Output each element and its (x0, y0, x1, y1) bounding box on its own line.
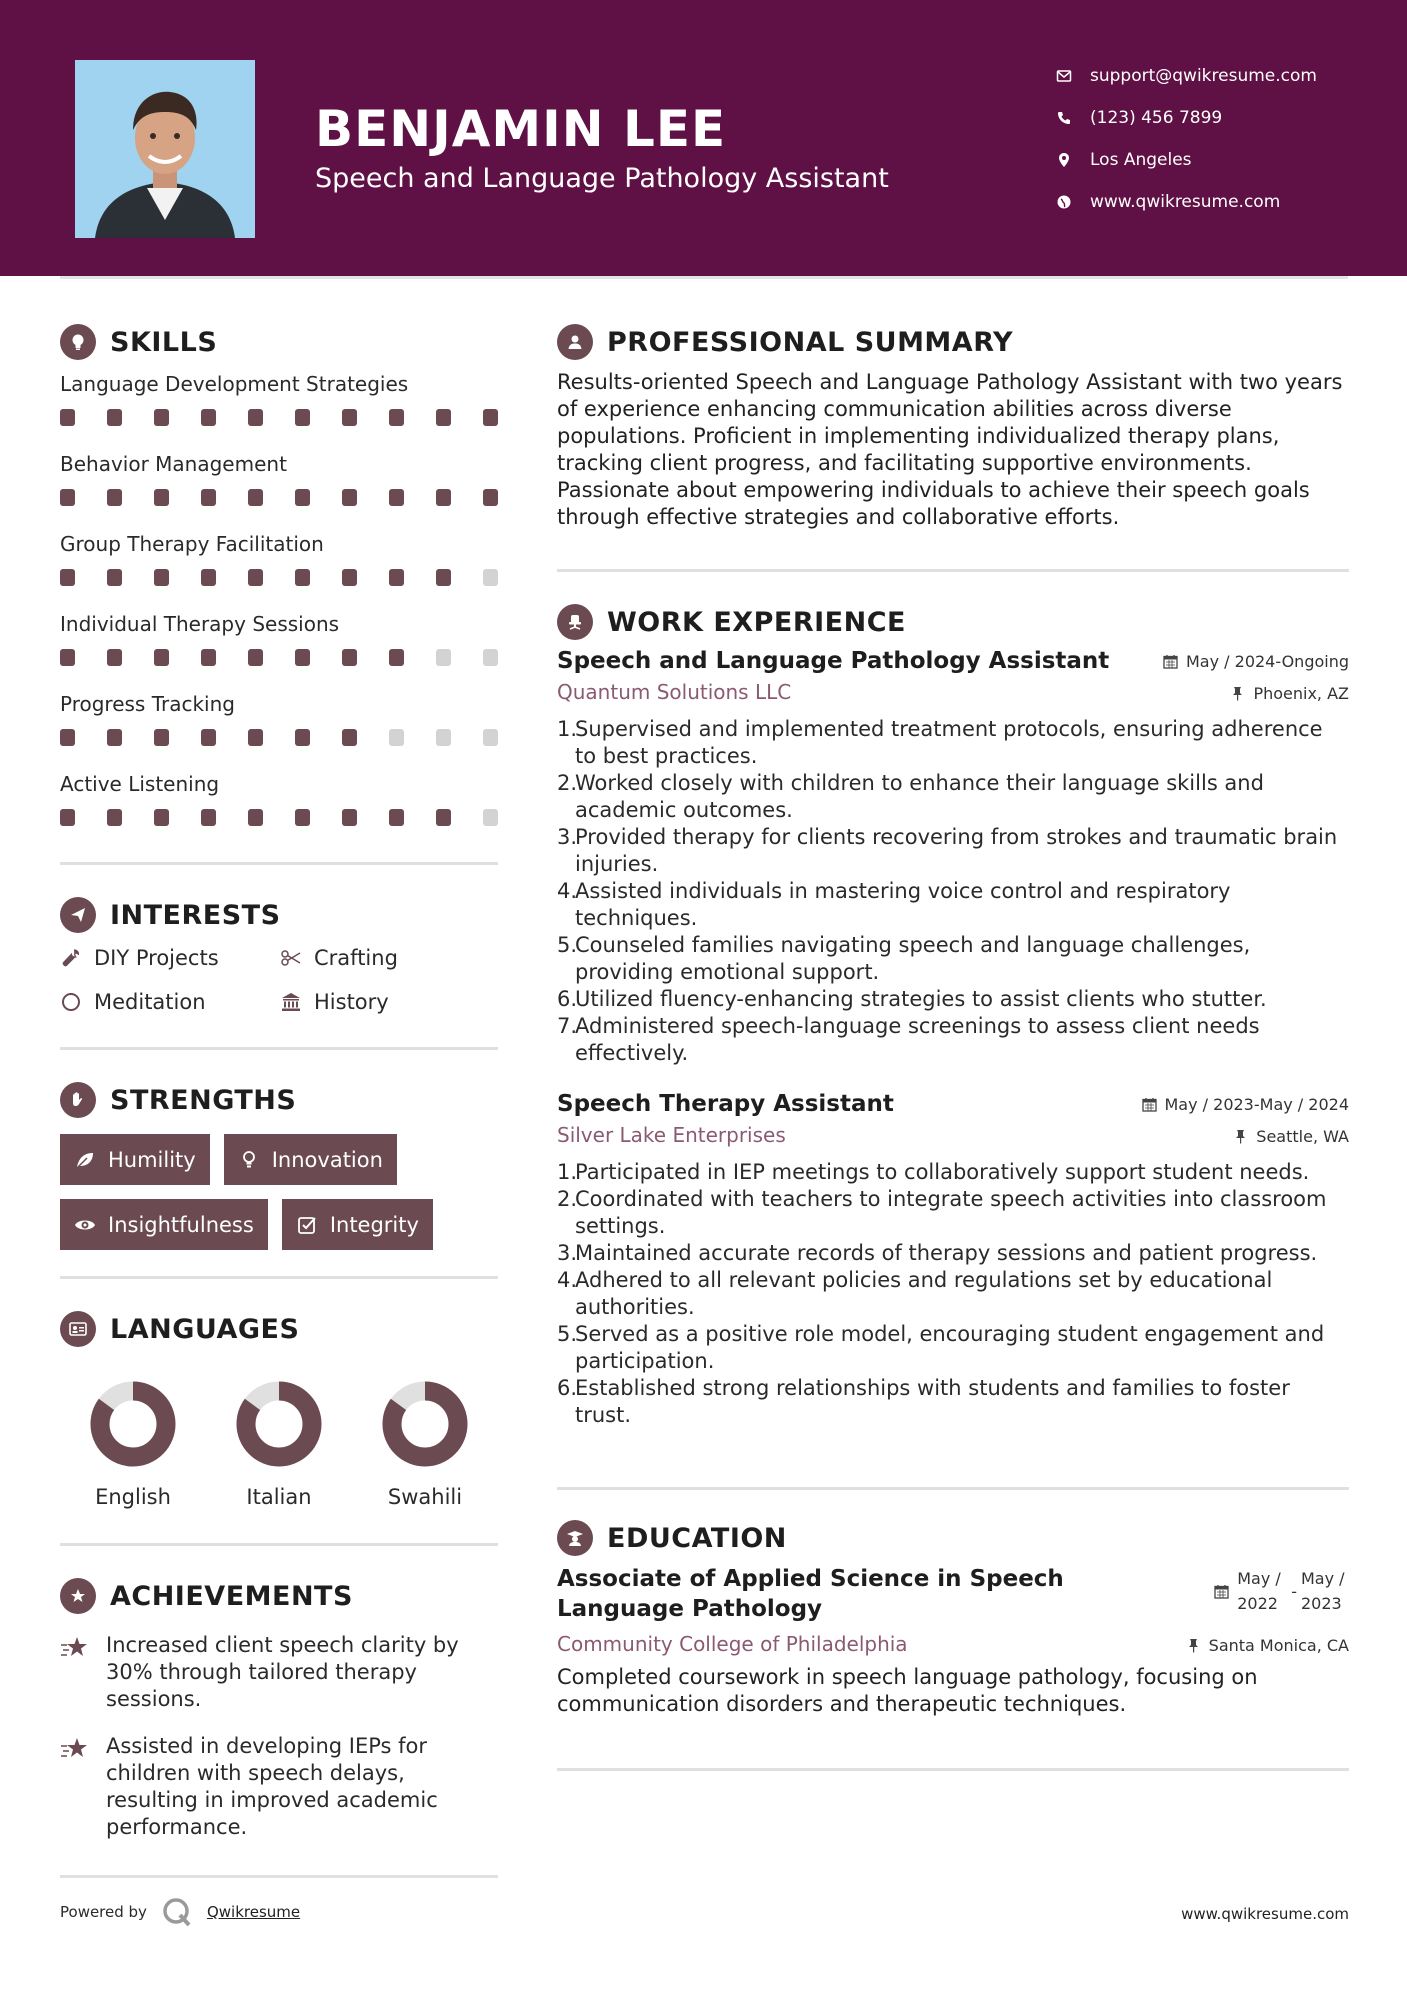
contact-website-text: www.qwikresume.com (1090, 192, 1281, 212)
skill-dot-filled (342, 489, 357, 506)
skill-rating (60, 798, 498, 844)
job-entry (557, 1091, 1349, 1429)
globe-icon (1054, 192, 1074, 212)
skill-dot-empty (483, 809, 498, 826)
job-location-text: Phoenix, AZ (1253, 684, 1349, 703)
paper-plane-icon (60, 897, 96, 933)
skill-dot-filled (436, 409, 451, 426)
skill-dot-filled (201, 809, 216, 826)
job-location (1233, 1127, 1349, 1146)
company-name: Quantum Solutions LLC (557, 680, 792, 704)
skill-dot-filled (201, 409, 216, 426)
contact-location (1054, 139, 1354, 181)
strength-label: Humility (108, 1147, 196, 1172)
job-bullets (557, 1159, 1349, 1429)
job-header (557, 648, 1349, 674)
date-separator: - (1291, 1581, 1297, 1601)
section-divider (60, 1047, 498, 1050)
eye-icon (74, 1213, 98, 1237)
skill-item (60, 770, 498, 844)
skill-dot-filled (154, 489, 169, 506)
skill-dot-filled (107, 649, 122, 666)
skill-rating (60, 558, 498, 604)
scissors-icon (280, 946, 304, 970)
skill-name: Language Development Strategies (60, 372, 409, 396)
job-date (1163, 652, 1349, 671)
education-title: EDUCATION (607, 1522, 787, 1554)
skill-dot-filled (342, 569, 357, 586)
skill-dot-empty (483, 649, 498, 666)
skill-dot-filled (342, 729, 357, 746)
strength-label: Insightfulness (108, 1212, 254, 1237)
skill-dot-filled (60, 409, 75, 426)
language-item (60, 1379, 206, 1509)
strength-label: Integrity (329, 1212, 419, 1237)
skill-dot-filled (248, 649, 263, 666)
skill-rating (60, 478, 498, 524)
skill-dot-empty (483, 729, 498, 746)
job-header (557, 1091, 1349, 1117)
skill-dot-filled (295, 409, 310, 426)
education-description: Completed coursework in speech language pathology, focusing on communication disorders and therapeutic techniques. (557, 1665, 1258, 1716)
footer-url[interactable]: www.qwikresume.com (1181, 1905, 1349, 1923)
skill-name: Individual Therapy Sessions (60, 612, 340, 636)
education-header (557, 1564, 1349, 1624)
calendar-icon (1214, 1584, 1229, 1599)
strengths-heading (60, 1078, 498, 1122)
interests-heading (60, 893, 498, 937)
skill-dot-filled (436, 569, 451, 586)
skill-dot-filled (201, 649, 216, 666)
skill-rating (60, 718, 498, 764)
job-bullet: 4. Assisted individuals in mastering voice control and respiratory techniques. (557, 879, 1231, 930)
job-bullet: 1. Participated in IEP meetings to collaboratively support student needs. (557, 1160, 1310, 1184)
language-name: Italian (246, 1485, 312, 1509)
skill-dot-filled (60, 729, 75, 746)
star-badge-icon (60, 1578, 96, 1614)
skill-dot-filled (107, 409, 122, 426)
skill-dot-filled (154, 569, 169, 586)
skill-dot-filled (154, 729, 169, 746)
language-item (206, 1379, 352, 1509)
footer-powered-by (60, 1896, 300, 1928)
achievements-title: ACHIEVEMENTS (110, 1580, 353, 1612)
contact-phone[interactable] (1054, 97, 1354, 139)
languages-list (60, 1379, 498, 1509)
interest-item (280, 987, 498, 1017)
job-date-text: May / 2024-Ongoing (1186, 652, 1349, 671)
strengths-title: STRENGTHS (110, 1084, 297, 1116)
id-card-icon (60, 1311, 96, 1347)
skill-dot-filled (248, 729, 263, 746)
job-bullet: 1. Supervised and implemented treatment protocols, ensuring adherence to best practices. (557, 717, 1323, 768)
leaf-icon (74, 1148, 98, 1172)
skill-dot-filled (483, 489, 498, 506)
skill-dot-filled (483, 409, 498, 426)
interests-title: INTERESTS (110, 899, 281, 931)
job-bullet: 3. Maintained accurate records of therapy sessions and patient progress. (557, 1241, 1318, 1265)
skill-dot-empty (483, 569, 498, 586)
skill-item (60, 450, 498, 524)
strength-tag (60, 1134, 210, 1185)
skills-heading (60, 320, 498, 364)
skill-dot-filled (295, 489, 310, 506)
skill-dot-filled (201, 569, 216, 586)
strength-tag (60, 1199, 268, 1250)
phone-icon (1054, 108, 1074, 128)
language-level-ring (234, 1379, 324, 1469)
section-divider (60, 1875, 498, 1878)
skill-dot-filled (201, 489, 216, 506)
interests-list (60, 943, 498, 1017)
job-bullet: 5. Counseled families navigating speech and language challenges, providing emotional support. (557, 933, 1251, 984)
language-level-ring (88, 1379, 178, 1469)
job-bullet: 5. Served as a positive role model, encouraging student engagement and participation. (557, 1322, 1325, 1373)
candidate-role: Speech and Language Pathology Assistant (315, 163, 889, 194)
skill-dot-filled (107, 809, 122, 826)
pushpin-icon (1186, 1638, 1201, 1653)
contact-email-text: support@qwikresume.com (1090, 66, 1317, 86)
skill-dot-filled (295, 729, 310, 746)
strength-tag (282, 1199, 433, 1250)
job-date (1142, 1095, 1350, 1114)
job-date-text: May / 2023-May / 2024 (1164, 1095, 1349, 1114)
job-bullet: 2. Coordinated with teachers to integrate speech activities into classroom settings. (557, 1187, 1327, 1238)
achievements-heading (60, 1574, 498, 1618)
section-divider (557, 1768, 1349, 1771)
language-name: Swahili (387, 1485, 463, 1509)
envelope-icon (1054, 66, 1074, 86)
section-divider (60, 1276, 498, 1279)
strengths-list (60, 1134, 460, 1250)
skill-dot-filled (154, 409, 169, 426)
education-date-end: May / 2023 (1301, 1569, 1345, 1613)
achievement-text: Assisted in developing IEPs for children with speech delays, resulting in improved academic performance. (106, 1734, 438, 1839)
skill-dot-filled (389, 409, 404, 426)
summary-heading (557, 320, 1349, 364)
skill-dot-filled (248, 569, 263, 586)
skill-dot-filled (201, 729, 216, 746)
skill-dot-filled (295, 809, 310, 826)
section-divider (60, 1543, 498, 1546)
strength-tag (224, 1134, 397, 1185)
education-date-start: May / 2022 (1237, 1569, 1281, 1613)
job-bullet: 3. Provided therapy for clients recovering from strokes and traumatic brain injuries. (557, 825, 1338, 876)
left-column (60, 320, 498, 1878)
language-name: English (95, 1485, 171, 1509)
education-entry (557, 1564, 1349, 1718)
skill-rating (60, 638, 498, 684)
summary-text: Results-oriented Speech and Language Pathology Assistant with two years of experience enhancing communication abilities across diverse populations. Proficient in implementing individualized therapy plans, tracking client progress, and facilitating supportive environments. Passionate about empowering individuals to achieve their speech goals through effective strategies and collaborative efforts. (557, 370, 1343, 529)
interest-label: DIY Projects (94, 946, 219, 970)
skill-dot-empty (389, 729, 404, 746)
skill-name: Progress Tracking (60, 692, 235, 716)
achievement-text: Increased client speech clarity by 30% through tailored therapy sessions. (106, 1633, 459, 1711)
checkbox-icon (296, 1213, 320, 1237)
skill-dot-filled (389, 489, 404, 506)
skill-name: Group Therapy Facilitation (60, 532, 324, 556)
contact-email[interactable] (1054, 55, 1354, 97)
office-chair-icon (557, 604, 593, 640)
skill-dot-filled (342, 809, 357, 826)
skill-item (60, 610, 498, 684)
header-divider (60, 276, 1348, 279)
skill-dot-filled (295, 649, 310, 666)
section-divider (557, 569, 1349, 572)
job-location-text: Seattle, WA (1256, 1127, 1349, 1146)
user-icon (557, 324, 593, 360)
contact-website[interactable] (1054, 181, 1354, 223)
skill-dot-empty (436, 729, 451, 746)
degree-title: Associate of Applied Science in Speech Language Pathology (557, 1566, 1064, 1622)
calendar-icon (1163, 654, 1178, 669)
strength-label: Innovation (271, 1147, 383, 1172)
powered-by-text: Powered by (60, 1903, 147, 1921)
skill-dot-filled (342, 409, 357, 426)
job-bullet: 6. Utilized fluency-enhancing strategies to assist clients who stutter. (557, 987, 1267, 1011)
languages-title: LANGUAGES (110, 1313, 300, 1345)
contact-phone-text: (123) 456 7899 (1090, 108, 1223, 128)
skills-list (60, 370, 498, 844)
skill-dot-filled (436, 489, 451, 506)
candidate-name: BENJAMIN LEE (315, 100, 727, 158)
resume-header (0, 0, 1407, 276)
skill-rating (60, 398, 498, 444)
star-icon (60, 1733, 94, 1841)
interest-item (60, 987, 280, 1017)
profile-photo (75, 60, 255, 238)
interest-label: Crafting (314, 946, 398, 970)
achievement-item (60, 1733, 498, 1841)
experience-title: WORK EXPERIENCE (607, 606, 906, 638)
interest-item (60, 943, 280, 973)
job-entry (557, 648, 1349, 1067)
section-divider (557, 1487, 1349, 1490)
skill-dot-filled (60, 649, 75, 666)
summary-title: PROFESSIONAL SUMMARY (607, 326, 1014, 358)
skill-dot-filled (295, 569, 310, 586)
education-location (1186, 1636, 1349, 1655)
skill-item (60, 690, 498, 764)
school-name: Community College of Philadelphia (557, 1632, 908, 1656)
skill-dot-filled (389, 569, 404, 586)
skill-dot-filled (389, 809, 404, 826)
skill-dot-filled (436, 809, 451, 826)
job-subheader (557, 680, 1349, 704)
circle-icon (60, 990, 84, 1014)
job-bullet: 6. Established strong relationships with students and families to foster trust. (557, 1376, 1290, 1427)
calendar-icon (1142, 1097, 1157, 1112)
achievement-item (60, 1632, 498, 1713)
right-column (557, 320, 1349, 1771)
skill-dot-filled (154, 649, 169, 666)
job-title: Speech Therapy Assistant (557, 1091, 894, 1117)
education-heading (557, 1516, 1349, 1560)
skill-dot-filled (107, 729, 122, 746)
section-divider (60, 862, 498, 865)
skill-item (60, 530, 498, 604)
experience-heading (557, 600, 1349, 644)
hand-icon (60, 1082, 96, 1118)
interest-item (280, 943, 498, 973)
interest-label: Meditation (94, 990, 206, 1014)
skill-name: Behavior Management (60, 452, 287, 476)
job-title: Speech and Language Pathology Assistant (557, 648, 1110, 674)
skill-dot-filled (154, 809, 169, 826)
lightbulb-icon (60, 324, 96, 360)
languages-heading (60, 1307, 498, 1351)
company-name: Silver Lake Enterprises (557, 1123, 786, 1147)
pushpin-icon (1233, 1129, 1248, 1144)
skill-dot-filled (107, 489, 122, 506)
skill-dot-filled (389, 649, 404, 666)
skill-dot-filled (107, 569, 122, 586)
skill-dot-filled (60, 489, 75, 506)
museum-icon (280, 990, 304, 1014)
profile-photo-image (75, 60, 255, 238)
job-bullets (557, 716, 1349, 1067)
education-subheader (557, 1632, 1349, 1656)
skill-dot-filled (248, 409, 263, 426)
lightbulb-icon (238, 1148, 262, 1172)
language-item (352, 1379, 498, 1509)
skill-item (60, 370, 498, 444)
language-level-ring (380, 1379, 470, 1469)
skill-name: Active Listening (60, 772, 220, 796)
skill-dot-filled (248, 809, 263, 826)
education-date (1214, 1566, 1349, 1616)
graduate-icon (557, 1520, 593, 1556)
skill-dot-filled (60, 569, 75, 586)
qwikresume-logo-icon (161, 1896, 193, 1928)
job-bullet: 2. Worked closely with children to enhance their language skills and academic outcomes. (557, 771, 1264, 822)
job-location (1230, 684, 1349, 703)
location-pin-icon (1054, 150, 1074, 170)
job-subheader (557, 1123, 1349, 1147)
interest-label: History (314, 990, 389, 1014)
skill-dot-empty (436, 649, 451, 666)
job-bullet: 7. Administered speech-language screenings to assess client needs effectively. (557, 1014, 1260, 1065)
skill-dot-filled (248, 489, 263, 506)
contact-location-text: Los Angeles (1090, 150, 1192, 170)
wrench-icon (60, 946, 84, 970)
skill-dot-filled (60, 809, 75, 826)
pushpin-icon (1230, 686, 1245, 701)
skill-dot-filled (342, 649, 357, 666)
star-icon (60, 1632, 94, 1713)
skills-title: SKILLS (110, 326, 218, 358)
education-location-text: Santa Monica, CA (1208, 1636, 1349, 1655)
job-bullet: 4. Adhered to all relevant policies and regulations set by educational authorities. (557, 1268, 1273, 1319)
brand-link[interactable]: Qwikresume (206, 1903, 301, 1921)
contact-list (1054, 55, 1354, 223)
